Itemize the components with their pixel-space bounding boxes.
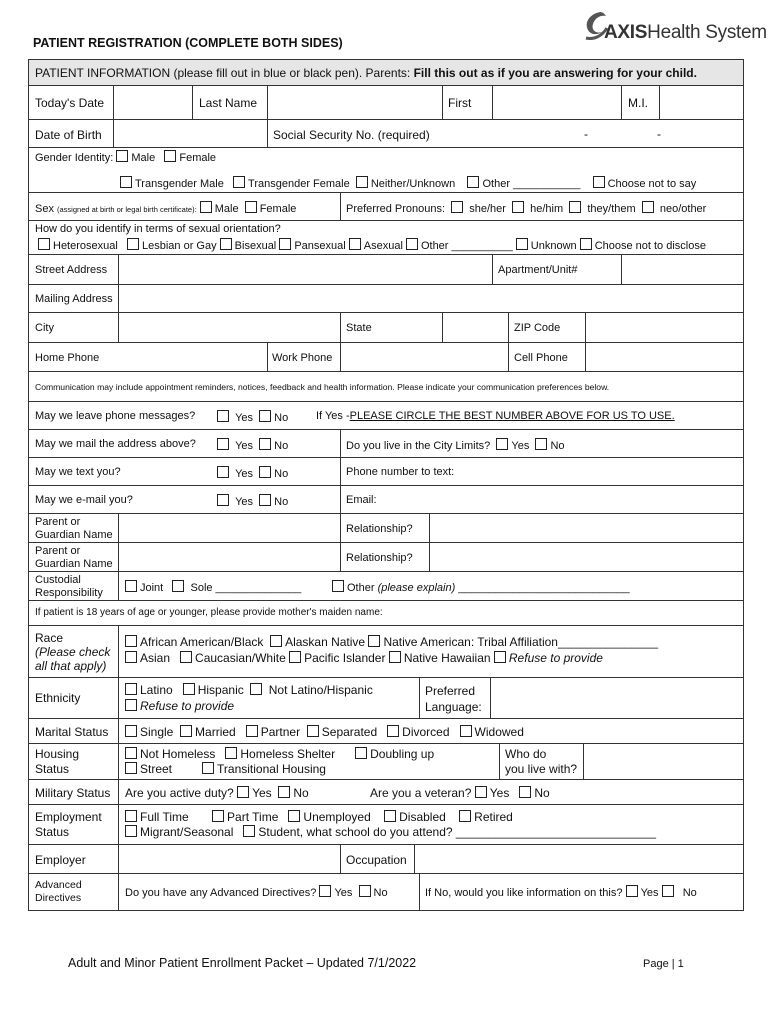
sex-note: (assigned at birth or legal birth certificate):: [57, 205, 197, 214]
parent-row: [29, 514, 743, 543]
axis-logo: [580, 10, 767, 46]
neo-checkbox[interactable]: [642, 201, 654, 213]
native-american-label: Native American: Tribal Affiliation_______________: [383, 635, 659, 649]
info-bar: [29, 60, 743, 86]
no-label: No: [550, 440, 565, 452]
transitional-label: Transitional Housing: [217, 762, 326, 776]
disabled-label: Disabled: [399, 810, 446, 824]
gender-label: Gender Identity:: [35, 152, 114, 164]
sex-row: [29, 193, 743, 221]
full-time-checkbox[interactable]: [125, 810, 137, 822]
yes-label: Yes: [235, 468, 254, 480]
migrant-checkbox[interactable]: [125, 825, 137, 837]
no-label: No: [274, 468, 289, 480]
mi-label: M.I.: [628, 96, 648, 110]
veteran-question: Are you a veteran?: [370, 786, 472, 800]
orientation-row: [29, 221, 743, 255]
zip-label: ZIP Code: [514, 322, 561, 334]
city-no-checkbox[interactable]: [535, 438, 547, 450]
responsibility-label: Responsibility: [35, 587, 103, 599]
language-label: Language:: [425, 700, 482, 714]
other-orient-label: Other __________: [420, 240, 513, 252]
she-checkbox[interactable]: [451, 201, 463, 213]
msg-yes-checkbox[interactable]: [217, 410, 229, 422]
eth-refuse-checkbox[interactable]: [125, 699, 137, 711]
employment-label: Employment: [35, 810, 102, 824]
first-name-label: First: [448, 96, 472, 110]
street-row: [29, 255, 743, 285]
not-homeless-label: Not Homeless: [140, 747, 216, 761]
orientation-question: How do you identify in terms of sexual orientation?: [35, 223, 281, 235]
caucasian-label: Caucasian/White: [195, 651, 286, 665]
neither-checkbox[interactable]: [356, 176, 368, 188]
asian-label: Asian: [140, 651, 171, 665]
explain-blank: ____________________________: [455, 582, 630, 594]
active-yes-checkbox[interactable]: [237, 786, 249, 798]
email-question: May we e-mail you?: [35, 494, 133, 506]
male-label: Male: [131, 152, 156, 164]
joint-checkbox[interactable]: [125, 580, 137, 592]
asexual-label: Asexual: [363, 240, 403, 252]
advanced-directives-row: [29, 874, 743, 910]
registration-form: [28, 59, 744, 911]
part-time-label: Part Time: [227, 810, 279, 824]
single-checkbox[interactable]: [125, 725, 137, 737]
refuse-label: Refuse to provide: [508, 651, 603, 665]
sex-label: Sex: [35, 203, 58, 215]
leave-msg-question: May we leave phone messages?: [35, 410, 196, 422]
choose-not-say-label: Choose not to say: [607, 178, 697, 190]
race-label: Race: [35, 631, 64, 645]
migrant-label: Migrant/Seasonal: [140, 825, 234, 839]
other-custody-checkbox[interactable]: [332, 580, 344, 592]
unemployed-label: Unemployed: [303, 810, 371, 824]
student-label: Student, what school do you attend? ______________________________: [258, 825, 657, 839]
info-yes-checkbox[interactable]: [626, 885, 638, 897]
guardian-label: Guardian Name: [35, 558, 113, 570]
custodial-label: Custodial: [35, 574, 81, 586]
text-row: [29, 458, 743, 486]
unemployed-checkbox[interactable]: [288, 810, 300, 822]
transitional-checkbox[interactable]: [202, 762, 214, 774]
apt-label: Apartment/Unit#: [498, 264, 578, 276]
parent-row: [29, 543, 743, 572]
ssn-dash: -: [657, 127, 661, 141]
sex-male-label: Male: [214, 203, 239, 215]
last-name-label: Last Name: [199, 96, 258, 110]
live-with-label: you live with?: [505, 762, 578, 776]
street-housing-checkbox[interactable]: [125, 762, 137, 774]
no-label: No: [274, 440, 289, 452]
state-label: State: [346, 322, 372, 334]
trans-male-label: Transgender Male: [135, 178, 224, 190]
separated-checkbox[interactable]: [307, 725, 319, 737]
pacific-label: Pacific Islander: [304, 651, 386, 665]
race-note: all that apply): [35, 659, 107, 673]
ssn-label: Social Security No. (required): [273, 128, 430, 142]
street-label: Street Address: [35, 264, 108, 276]
text-question: May we text you?: [35, 466, 121, 478]
native-american-checkbox[interactable]: [368, 635, 380, 647]
they-label: they/them: [587, 203, 636, 215]
messages-row: [29, 402, 743, 430]
please-explain-label: (please explain): [377, 582, 456, 594]
other-gender-checkbox[interactable]: [467, 176, 479, 188]
hispanic-checkbox[interactable]: [183, 683, 195, 695]
lesbian-label: Lesbian or Gay: [142, 240, 217, 252]
comm-note-row: [29, 372, 743, 402]
page-title: PATIENT REGISTRATION (COMPLETE BOTH SIDES): [33, 36, 343, 50]
sex-female-label: Female: [259, 203, 297, 215]
joint-label: Joint: [140, 582, 164, 594]
neither-label: Neither/Unknown: [370, 178, 456, 190]
married-checkbox[interactable]: [180, 725, 192, 737]
sole-label: Sole ______________: [190, 582, 302, 594]
hetero-checkbox[interactable]: [38, 238, 50, 250]
maiden-row: [29, 601, 743, 626]
email-row: [29, 486, 743, 514]
yes-label: Yes: [489, 786, 510, 800]
logo-bold: AXIS: [604, 22, 648, 43]
she-label: she/her: [469, 203, 506, 215]
veteran-no-checkbox[interactable]: [519, 786, 531, 798]
maiden-label: If patient is 18 years of age or younger, please provide mother's maiden name:: [35, 607, 383, 618]
unknown-label: Unknown: [530, 240, 577, 252]
no-label: No: [682, 887, 697, 899]
relationship-label: Relationship?: [346, 552, 413, 564]
disabled-checkbox[interactable]: [384, 810, 396, 822]
latino-checkbox[interactable]: [125, 683, 137, 695]
he-checkbox[interactable]: [512, 201, 524, 213]
ethnicity-row: [29, 678, 743, 719]
lesbian-checkbox[interactable]: [127, 238, 139, 250]
yes-label: Yes: [252, 786, 272, 800]
yes-label: Yes: [511, 440, 530, 452]
mail-yes-checkbox[interactable]: [217, 438, 229, 450]
gender-row: [29, 148, 743, 193]
trans-female-checkbox[interactable]: [233, 176, 245, 188]
choose-disclose-label: Choose not to disclose: [594, 240, 706, 252]
preferred-language-label: Preferred: [425, 684, 476, 698]
marital-row: [29, 719, 743, 744]
hetero-label: Heterosexual: [53, 240, 118, 252]
separated-label: Separated: [321, 725, 378, 739]
mailing-label: Mailing Address: [35, 293, 113, 305]
relationship-label: Relationship?: [346, 523, 413, 535]
adv-yes-checkbox[interactable]: [319, 885, 331, 897]
custodial-row: [29, 572, 743, 601]
status-label: Status: [35, 825, 70, 839]
yes-label: Yes: [235, 440, 254, 452]
african-label: African American/Black: [140, 635, 264, 649]
trans-male-checkbox[interactable]: [120, 176, 132, 188]
active-no-checkbox[interactable]: [278, 786, 290, 798]
housing-label: Housing: [35, 747, 80, 761]
email-no-checkbox[interactable]: [259, 494, 271, 506]
work-phone-label: Work Phone: [272, 352, 333, 364]
shelter-label: Homeless Shelter: [240, 747, 336, 761]
student-checkbox[interactable]: [243, 825, 255, 837]
pacific-checkbox[interactable]: [289, 651, 301, 663]
choose-disclose-checkbox[interactable]: [580, 238, 592, 250]
hispanic-label: Hispanic: [197, 683, 244, 697]
military-row: [29, 780, 743, 805]
race-note: (Please check: [35, 645, 111, 659]
phone-row: [29, 343, 743, 372]
trans-female-label: Transgender Female: [248, 178, 350, 190]
other-gender-label: Other ___________: [482, 178, 581, 190]
retired-checkbox[interactable]: [459, 810, 471, 822]
if-yes-label: If Yes -: [316, 410, 350, 422]
not-latino-label: Not Latino/Hispanic: [268, 683, 373, 697]
they-checkbox[interactable]: [569, 201, 581, 213]
single-label: Single: [140, 725, 174, 739]
parent-label: Parent or: [35, 516, 81, 528]
employer-label: Employer: [35, 853, 86, 867]
he-label: he/him: [530, 203, 564, 215]
no-label: No: [534, 786, 550, 800]
race-refuse-checkbox[interactable]: [494, 651, 506, 663]
alaskan-label: Alaskan Native: [285, 635, 366, 649]
hawaiian-checkbox[interactable]: [389, 651, 401, 663]
caucasian-checkbox[interactable]: [180, 651, 192, 663]
hawaiian-label: Native Hawaiian: [403, 651, 491, 665]
city-yes-checkbox[interactable]: [496, 438, 508, 450]
advanced-label: Advanced: [35, 879, 82, 891]
refuse-label: Refuse to provide: [140, 699, 235, 713]
partner-checkbox[interactable]: [246, 725, 258, 737]
logo-rest: Health System: [647, 22, 767, 43]
yes-label: Yes: [235, 412, 254, 424]
latino-label: Latino: [140, 683, 173, 697]
street-housing-label: Street: [140, 762, 173, 776]
shelter-checkbox[interactable]: [225, 747, 237, 759]
doubling-label: Doubling up: [370, 747, 435, 761]
pansexual-label: Pansexual: [294, 240, 346, 252]
other-orient-checkbox[interactable]: [406, 238, 418, 250]
military-label: Military Status: [35, 786, 111, 800]
sole-checkbox[interactable]: [172, 580, 184, 592]
race-row: [29, 626, 743, 678]
todays-date-label: Today's Date: [35, 96, 104, 110]
no-label: No: [274, 412, 289, 424]
asexual-checkbox[interactable]: [349, 238, 361, 250]
parent-label: Parent or: [35, 545, 81, 557]
msg-no-checkbox[interactable]: [259, 410, 271, 422]
pansexual-checkbox[interactable]: [279, 238, 291, 250]
housing-row: [29, 744, 743, 780]
yes-label: Yes: [640, 887, 659, 899]
occupation-label: Occupation: [346, 853, 407, 867]
name-row: [29, 86, 743, 120]
divorced-label: Divorced: [402, 725, 450, 739]
pronouns-label: Preferred Pronouns:: [346, 203, 446, 215]
adv-info-question: If No, would you like information on this?: [425, 887, 623, 899]
city-limits-question: Do you live in the City Limits?: [346, 440, 491, 452]
city-label: City: [35, 322, 54, 334]
divorced-checkbox[interactable]: [387, 725, 399, 737]
yes-label: Yes: [235, 496, 254, 508]
married-label: Married: [195, 725, 236, 739]
neo-label: neo/other: [659, 203, 707, 215]
text-no-checkbox[interactable]: [259, 466, 271, 478]
if-yes-instruction: PLEASE CIRCLE THE BEST NUMBER ABOVE FOR US TO USE.: [349, 410, 675, 422]
partner-label: Partner: [260, 725, 301, 739]
directives-label: Directives: [35, 892, 82, 904]
mail-question: May we mail the address above?: [35, 438, 196, 450]
text-number-label: Phone number to text:: [346, 466, 455, 478]
mailing-row: [29, 285, 743, 313]
active-duty-question: Are you active duty?: [125, 786, 234, 800]
employer-row: [29, 845, 743, 874]
not-latino-checkbox[interactable]: [250, 683, 262, 695]
sex-male-checkbox[interactable]: [200, 201, 212, 213]
guardian-label: Guardian Name: [35, 529, 113, 541]
sex-female-checkbox[interactable]: [245, 201, 257, 213]
full-time-label: Full Time: [140, 810, 189, 824]
unknown-checkbox[interactable]: [516, 238, 528, 250]
female-label: Female: [179, 152, 217, 164]
employment-row: [29, 805, 743, 845]
home-phone-label: Home Phone: [35, 352, 100, 364]
info-no-checkbox[interactable]: [662, 885, 674, 897]
city-row: [29, 313, 743, 343]
advanced-directives-question: Do you have any Advanced Directives?: [125, 887, 317, 899]
info-lead: PATIENT INFORMATION (please fill out in blue or black pen). Parents:: [35, 66, 414, 80]
comm-note: Communication may include appointment reminders, notices, feedback and health information. Please indicate your communication preferences below.: [35, 382, 610, 392]
dob-label: Date of Birth: [35, 128, 102, 142]
not-homeless-checkbox[interactable]: [125, 747, 137, 759]
yes-label: Yes: [334, 887, 353, 899]
email-label: Email:: [346, 494, 377, 506]
bisexual-checkbox[interactable]: [220, 238, 232, 250]
female-checkbox[interactable]: [164, 150, 176, 162]
dob-row: [29, 120, 743, 148]
widowed-label: Widowed: [474, 725, 524, 739]
ssn-dash: -: [584, 127, 588, 141]
ethnicity-label: Ethnicity: [35, 691, 81, 705]
who-label: Who do: [505, 747, 547, 761]
veteran-yes-checkbox[interactable]: [475, 786, 487, 798]
footer-packet: Adult and Minor Patient Enrollment Packet – Updated 7/1/2022: [68, 956, 417, 970]
retired-label: Retired: [474, 810, 513, 824]
mail-no-checkbox[interactable]: [259, 438, 271, 450]
other-custody-label: Other: [347, 582, 378, 594]
african-checkbox[interactable]: [125, 635, 137, 647]
widowed-checkbox[interactable]: [460, 725, 472, 737]
asian-checkbox[interactable]: [125, 651, 137, 663]
email-yes-checkbox[interactable]: [217, 494, 229, 506]
cell-phone-label: Cell Phone: [514, 352, 568, 364]
info-emph: Fill this out as if you are answering for your child.: [413, 66, 697, 80]
no-label: No: [373, 887, 388, 899]
adv-no-checkbox[interactable]: [359, 885, 371, 897]
alaskan-checkbox[interactable]: [270, 635, 282, 647]
choose-not-say-checkbox[interactable]: [593, 176, 605, 188]
male-checkbox[interactable]: [116, 150, 128, 162]
text-yes-checkbox[interactable]: [217, 466, 229, 478]
no-label: No: [293, 786, 309, 800]
status-label: Status: [35, 762, 70, 776]
part-time-checkbox[interactable]: [212, 810, 224, 822]
doubling-checkbox[interactable]: [355, 747, 367, 759]
marital-label: Marital Status: [35, 725, 109, 739]
bisexual-label: Bisexual: [234, 240, 277, 252]
no-label: No: [274, 496, 289, 508]
mail-row: [29, 430, 743, 458]
page-number: Page | 1: [643, 958, 684, 970]
